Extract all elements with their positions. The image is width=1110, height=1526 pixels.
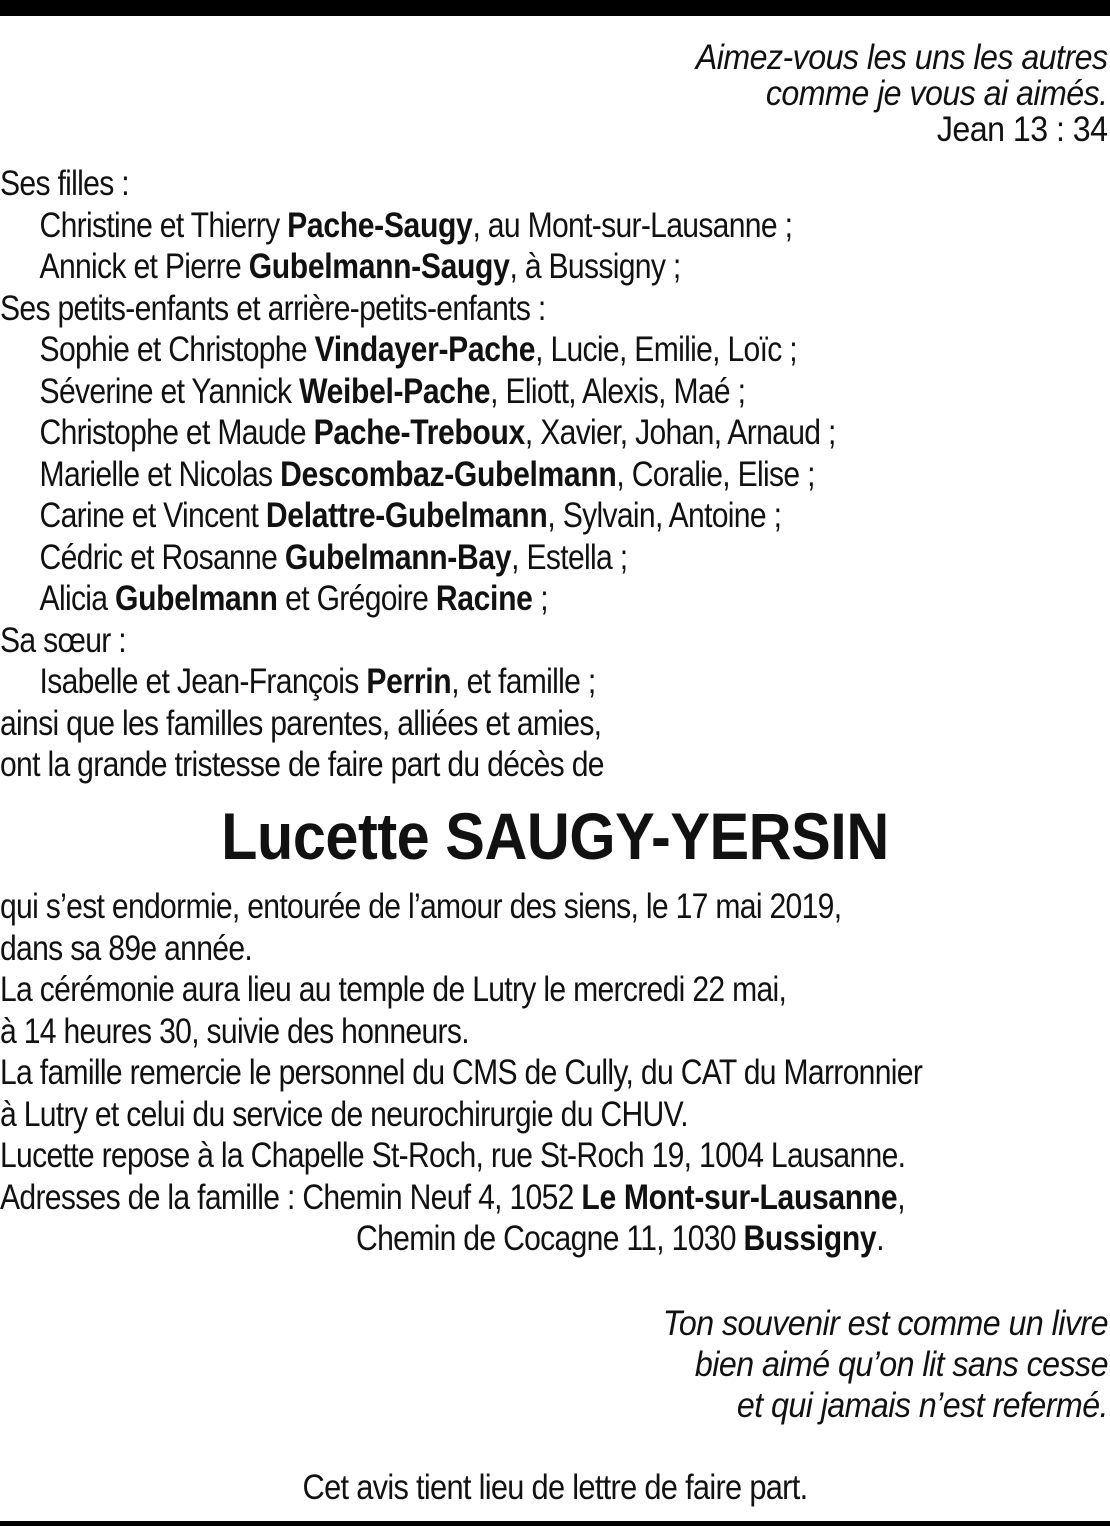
family-list <box>0 163 1110 786</box>
announcement-line: ont la grande tristesse de faire part du décès de <box>0 745 604 784</box>
detail-line: La famille remercie le personnel du CMS de Cully, du CAT du Marronnier <box>0 1053 923 1092</box>
ceremony-details <box>0 886 1110 1260</box>
deceased-name: Lucette SAUGY-YERSIN <box>221 799 889 873</box>
family-line <box>0 205 955 247</box>
given-names: Marielle et Nicolas <box>39 454 281 494</box>
line-rest: , à Bussigny ; <box>509 247 681 286</box>
top-border-rule <box>0 0 1110 16</box>
closing-verse <box>663 1303 1108 1426</box>
line-rest: , et famille ; <box>451 662 596 701</box>
family-line <box>0 412 955 454</box>
address-line <box>0 1177 955 1219</box>
detail-line: à 14 heures 30, suivie des honneurs. <box>0 1011 469 1051</box>
given-names: Sophie et Christophe <box>39 330 315 369</box>
surname: Pache-Saugy <box>287 205 473 245</box>
address-city: Bussigny <box>743 1219 877 1258</box>
line-rest: , Estella ; <box>511 537 628 577</box>
grandchildren-heading: Ses petits-enfants et arrière-petits-enfants : <box>0 288 546 328</box>
given-names: Christophe et Maude <box>39 413 314 452</box>
surname: Weibel-Pache <box>299 371 491 411</box>
given-names: Isabelle et Jean-François <box>39 662 367 701</box>
surname: Racine <box>435 579 533 618</box>
given-names: Cédric et Rosanne <box>39 537 285 577</box>
surname: Pache-Treboux <box>313 413 525 452</box>
closing-notice: Cet avis tient lieu de lettre de faire part. <box>302 1468 808 1507</box>
family-line <box>0 661 955 703</box>
detail-line: La cérémonie aura lieu au temple de Lutry le mercredi 22 mai, <box>0 970 787 1009</box>
given-names: Alicia <box>39 579 116 618</box>
bottom-border-rule <box>0 1521 1110 1526</box>
family-line <box>0 329 955 371</box>
surname: Perrin <box>366 662 452 701</box>
family-line <box>0 578 955 620</box>
line-rest: , Eliott, Alexis, Maé ; <box>490 371 746 411</box>
address-text: Adresses de la famille : Chemin Neuf 4, 1052 <box>0 1177 582 1217</box>
line-rest: , Sylvain, Antoine ; <box>547 496 782 535</box>
family-line <box>0 246 955 288</box>
address-line <box>0 1218 955 1260</box>
surname: Gubelmann-Bay <box>284 537 512 577</box>
detail-line: Lucette repose à la Chapelle St-Roch, rue St-Roch 19, 1004 Lausanne. <box>0 1136 906 1175</box>
detail-line: dans sa 89e année. <box>0 928 253 968</box>
verse-line: et qui jamais n’est refermé. <box>736 1386 1108 1425</box>
line-rest: ; <box>532 579 548 618</box>
surname: Descombaz-Gubelmann <box>280 454 617 494</box>
verse-reference: Jean 13 : 34 <box>937 110 1108 149</box>
verse-line: Ton souvenir est comme un livre <box>662 1304 1108 1343</box>
surname: Gubelmann <box>115 579 278 618</box>
family-line <box>0 495 955 537</box>
verse-line: Aimez-vous les uns les autres <box>696 38 1108 77</box>
surname: Delattre-Gubelmann <box>265 496 548 535</box>
surname: Gubelmann-Saugy <box>248 247 510 286</box>
given-names: Séverine et Yannick <box>39 371 300 411</box>
verse-line: comme je vous ai aimés. <box>766 74 1108 113</box>
detail-line: à Lutry et celui du service de neurochirurgie du CHUV. <box>0 1094 688 1134</box>
opening-verse <box>696 40 1108 148</box>
given-names: Annick et Pierre <box>39 247 249 286</box>
surname: Vindayer-Pache <box>314 330 536 369</box>
family-line <box>0 454 955 496</box>
address-punct: . <box>876 1219 884 1258</box>
sister-heading: Sa sœur : <box>0 620 126 660</box>
address-text: Chemin de Cocagne 11, 1030 <box>356 1219 744 1258</box>
line-rest: , au Mont-sur-Lausanne ; <box>472 205 793 245</box>
given-names: et Grégoire <box>277 579 436 618</box>
line-rest: , Coralie, Elise ; <box>616 454 815 494</box>
verse-line: bien aimé qu’on lit sans cesse <box>694 1345 1108 1384</box>
address-punct: , <box>897 1177 905 1217</box>
detail-line: qui s’est endormie, entourée de l’amour des siens, le 17 mai 2019, <box>0 887 842 926</box>
family-line <box>0 537 955 579</box>
family-line <box>0 371 955 413</box>
given-names: Christine et Thierry <box>39 205 288 245</box>
families-line: ainsi que les familles parentes, alliées et amies, <box>0 703 602 743</box>
given-names: Carine et Vincent <box>39 496 266 535</box>
address-city: Le Mont-sur-Lausanne <box>581 1177 898 1217</box>
line-rest: , Xavier, Johan, Arnaud ; <box>524 413 836 452</box>
daughters-heading: Ses filles : <box>0 164 129 203</box>
line-rest: , Lucie, Emilie, Loïc ; <box>535 330 797 369</box>
